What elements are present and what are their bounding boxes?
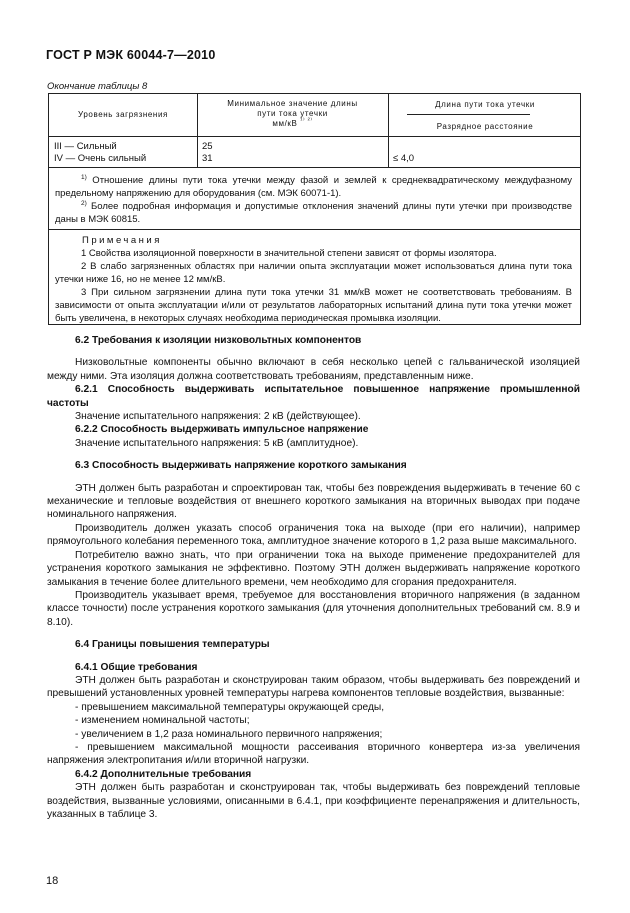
note-1: 1 Свойства изоляционной поверхности в значительной степени зависят от формы изолятора. [81,248,497,259]
column-header-creepage-length: Длина пути тока утечки [435,100,535,109]
table-row-level: IV — Очень сильный [54,153,147,164]
section-6-2-1-text: Значение испытательного напряжения: 2 кВ (действующее). [75,411,361,423]
section-6-4-1-title: 6.4.1 Общие требования [75,661,198,673]
table-row-level: III — Сильный [54,141,117,152]
section-6-4-2-paragraph: ЭТН должен быть разработан и сконструирован так, чтобы выдерживать без повреждений тепловые воздействия, вызванные условиями, описанными в 6.4.1, при коэффициенте перенапряжения и длительность, указанных в таблице 3. [47,782,580,820]
list-item: - увеличением в 1,2 раза номинального первичного напряжения; [75,728,383,740]
section-6-4-2-title: 6.4.2 Дополнительные требования [75,768,252,780]
footnote-2: $^{2)}$ Более подробная информация и допустимые отклонения значений длины пути утечки при производстве даны в МЭК 60815. [55,200,572,225]
list-item: - превышением максимальной мощности рассеивания вторичного конвертера из-за увеличения напряжения электропитания и/или вторичной нагрузки. [47,741,580,767]
section-6-2-paragraph: Низковольтные компоненты обычно включают в себя несколько цепей с гальванической изоляцией между ними. Эта изоляция должна соответствовать требованиям, представленным ниже. [47,357,580,382]
table-row-value: 25 [202,141,213,152]
list-item: - превышением максимальной температуры окружающей среды, [75,701,385,713]
column-header-min-length: Минимальное значение длины пути тока утечки мм/кВ $^{^{1)} ^{2)}}$ [227,99,358,128]
footnote-1: $^{1)}$ Отношение длины пути тока утечки между фазой и землей к среднеквадратическому междуфазному предельному напряжению для оборудования (см. МЭК 60071-1). [55,174,572,199]
section-6-3-paragraph-2: Производитель должен указать способ ограничения тока на выходе (при его наличии), например прямоугольного колебания переменного тока, амплитудное значение которого в 1,2 раза выше максимального. [47,522,580,548]
section-6-2-title: 6.2 Требования к изоляции низковольтных компонентов [75,335,362,346]
section-6-4-1-paragraph: ЭТН должен быть разработан и сконструирован таким образом, чтобы выдерживать без повреждений и превышений установленных уровней температуры нагрева компонентов тепловые воздействия, вызванные: [47,674,580,700]
section-6-2-1-title: 6.2.1 Способность выдерживать испытательное повышенное напряжение промышленной частоты [47,384,580,409]
table-caption: Окончание таблицы 8 [47,81,148,92]
note-2: 2 В слабо загрязненных областях при наличии опыта эксплуатации может использоваться длина пути тока утечки ниже 16, но не менее 12 мм/кВ. [55,261,572,285]
body-text [47,334,580,821]
notes-title: Примечания [82,235,162,246]
column-header-arcing-distance: Разрядное расстояние [436,122,534,131]
section-6-3-paragraph-3: Потребителю важно знать, что при ограничении тока на выходе применение предохранителей для устранения короткого замыкания не эффективно. Поэтому ЭТН должен выдерживать напряжение короткого замыкания в течение более длительного времени, чем необходимо для сгорания предохранителя. [47,549,580,588]
section-6-3-title: 6.3 Способность выдерживать напряжение короткого замыкания [75,460,407,472]
section-6-4-title: 6.4 Границы повышения температуры [75,639,270,651]
table-notes [55,247,572,325]
column-header-pollution-level: Уровень загрязнения [78,110,168,119]
table-row-value: 31 [202,153,213,164]
section-6-2-2-title: 6.2.2 Способность выдерживать импульсное напряжение [75,424,369,436]
list-item: - изменением номинальной частоты; [75,715,250,727]
table-footnotes [55,174,572,226]
section-6-2-2-text: Значение испытательного напряжения: 5 кВ (амплитудное). [75,437,359,449]
document-header: ГОСТ Р МЭК 60044-7—2010 [46,48,216,62]
section-6-3-paragraph-1: ЭТН должен быть разработан и спроектирован так, чтобы без повреждения выдерживать в течение 60 с механические и тепловые воздействия от внешнего короткого замыкания на вторичных выводах при подаче номинального напряжения. [47,482,580,521]
section-6-3-paragraph-4: Производитель указывает время, требуемое для восстановления вторичного напряжения (в заданном классе точности) после устранения короткого замыкания (для уточнения дополнительных требований см. 8.9 и 8.10). [47,589,580,628]
page-number: 18 [46,875,59,887]
note-3: 3 При сильном загрязнении длина пути тока утечки 31 мм/кВ может не соответствовать требованиям. В зависимости от опыта эксплуатации и/или от результатов лабораторных испытаний длина пути тока утечки может быть увеличена, в некоторых случаях необходима периодическая промывка изоляции. [55,287,572,324]
table-8-continuation [48,93,581,325]
table-row-ratio: ≤ 4,0 [393,153,415,164]
